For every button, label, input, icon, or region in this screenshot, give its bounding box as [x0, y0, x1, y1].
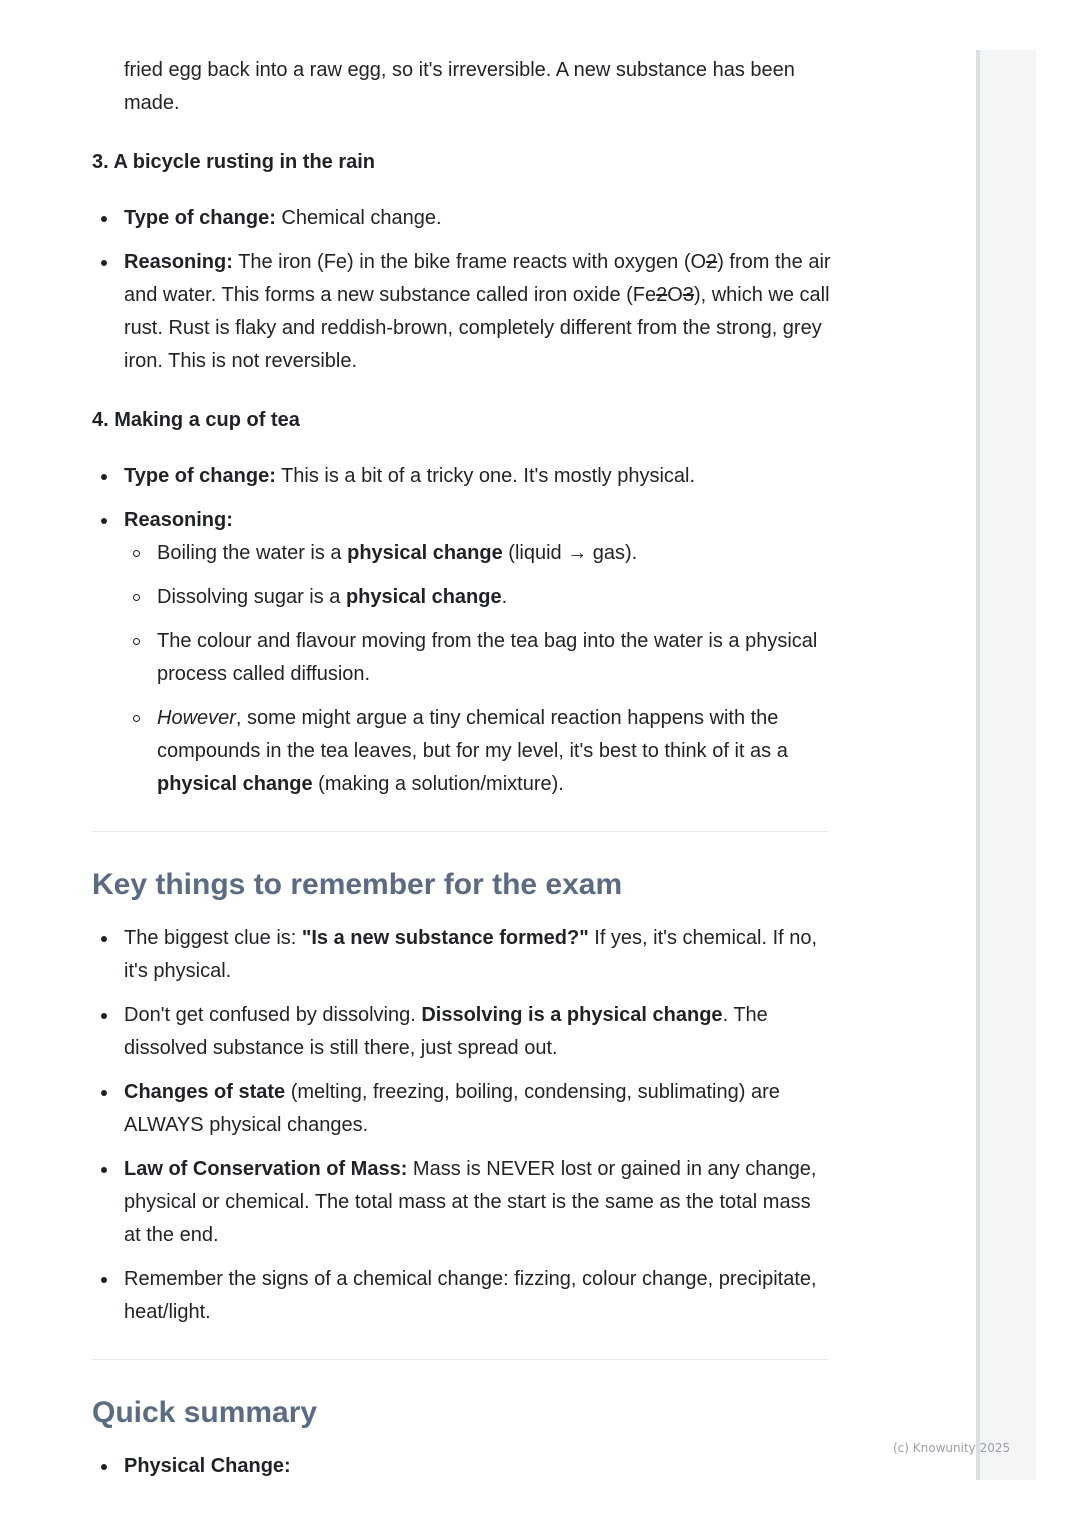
sub-list-item [124, 702, 832, 801]
key-things-list [92, 922, 832, 1329]
section-divider [92, 1359, 828, 1360]
list-item [92, 1153, 832, 1252]
reasoning-label: Reasoning: [124, 509, 233, 531]
bold-text: Physical Change: [124, 1455, 291, 1477]
text: . [501, 586, 508, 608]
reasoning-text: O [667, 284, 683, 306]
list-item [92, 202, 832, 235]
list-item [92, 1263, 832, 1329]
copyright-text: (c) Knowunity 2025 [893, 1441, 1011, 1455]
subscript-2: 2 [656, 284, 668, 306]
text: Mass is NEVER lost or gained in any change, physical or chemical. The total mass at the start is the same as the total mass at the end. [124, 1158, 817, 1246]
text: , some might argue a tiny chemical reaction happens with the compounds in the tea leaves, but for my level, it's best to think of it as a [157, 707, 788, 762]
sub-list-item [124, 581, 832, 614]
list-item [92, 1076, 832, 1142]
list-item [92, 1450, 832, 1483]
text: The biggest clue is: [124, 927, 302, 949]
example-list [92, 202, 832, 378]
bold-text: Law of Conservation of Mass: [124, 1158, 408, 1180]
bold-text: physical change [345, 586, 502, 608]
type-label: Type of change: [124, 465, 276, 487]
type-label: Type of change: [124, 207, 276, 229]
reasoning-text: ), which we call rust. Rust is flaky and reddish-brown, completely different from the strong, grey iron. This is not reversible. [124, 284, 830, 372]
type-value: This is a bit of a tricky one. It's mostly physical. [275, 465, 696, 487]
text: Don't get confused by dissolving. [124, 1004, 422, 1026]
text: (melting, freezing, boiling, condensing, sublimating) are ALWAYS physical changes. [124, 1081, 780, 1136]
bold-text: physical change [347, 542, 503, 564]
example-list [92, 460, 832, 801]
intro-paragraph: fried egg back into a raw egg, so it's irreversible. A new substance has been made. [124, 59, 795, 114]
section-heading: Key things to remember for the exam [92, 868, 623, 901]
list-item [92, 504, 832, 801]
bold-text: Changes of state [124, 1081, 286, 1103]
sub-list-item [124, 537, 832, 570]
bold-text: physical change [157, 773, 313, 795]
sub-list-item [124, 625, 832, 691]
example-heading: 4. Making a cup of tea [92, 409, 300, 431]
type-value: Chemical change. [275, 207, 442, 229]
text: (liquid → gas). [502, 542, 638, 564]
list-item [92, 922, 832, 988]
right-margin-bar [976, 50, 1036, 1480]
document-body [92, 50, 832, 1483]
list-item [92, 246, 832, 378]
section-heading: Quick summary [92, 1396, 318, 1429]
bold-text: Dissolving is a physical change [421, 1004, 723, 1026]
text: The colour and flavour moving from the tea bag into the water is a physical process called diffusion. [157, 630, 818, 685]
example-heading: 3. A bicycle rusting in the rain [92, 151, 376, 173]
list-item [92, 999, 832, 1065]
text: If yes, it's chemical. If no, it's physical. [124, 927, 818, 982]
text: Dissolving sugar is a [157, 586, 346, 608]
section-divider [92, 831, 828, 832]
text: . The dissolved substance is still there, just spread out. [124, 1004, 768, 1059]
reasoning-label: Reasoning: [124, 251, 233, 273]
subscript-2: 2 [706, 251, 718, 273]
text: (making a solution/mixture). [312, 773, 564, 795]
summary-list [92, 1450, 832, 1483]
text: Remember the signs of a chemical change: fizzing, colour change, precipitate, heat/light. [124, 1268, 817, 1323]
subscript-3: 3 [682, 284, 694, 306]
reasoning-text: The iron (Fe) in the bike frame reacts with oxygen (O [232, 251, 707, 273]
bold-text: "Is a new substance formed?" [301, 927, 589, 949]
italic-text: However [157, 707, 236, 729]
sub-list [124, 537, 832, 801]
list-item [92, 460, 832, 493]
reasoning-text: ) from the air and water. This forms a new substance called iron oxide (Fe [124, 251, 831, 306]
text: Boiling the water is a [157, 542, 348, 564]
